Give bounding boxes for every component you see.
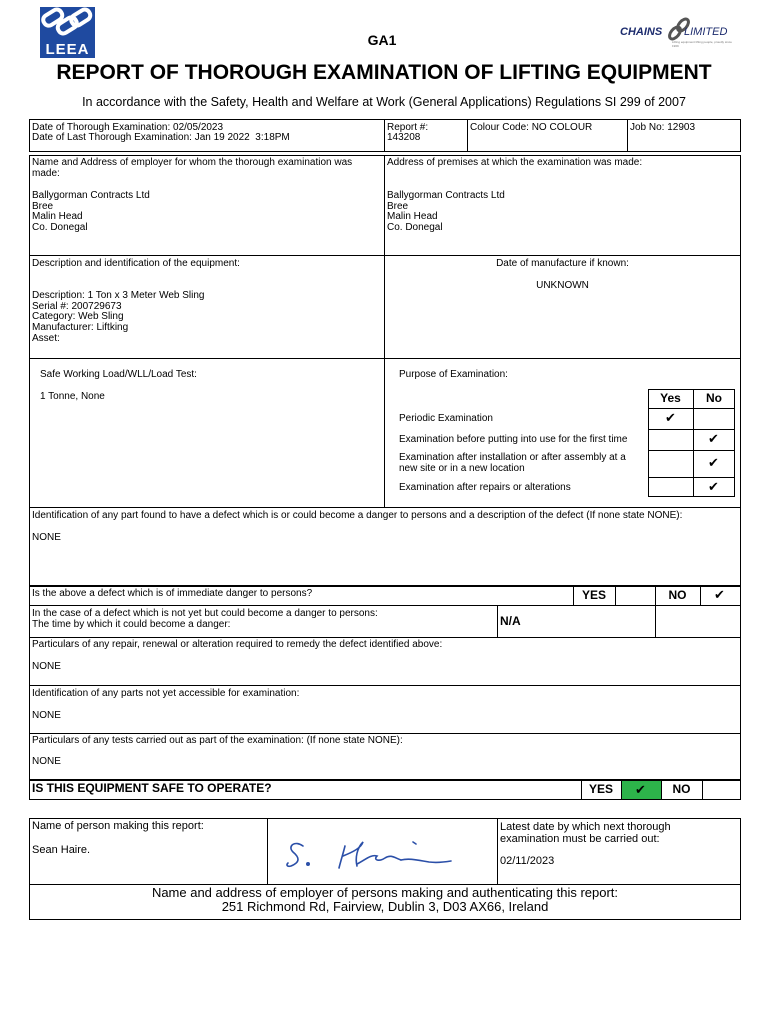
employer-address-line: Co. Donegal: [32, 222, 88, 234]
safe-yes-check: ✔: [635, 782, 646, 797]
inaccessible-value: NONE: [32, 710, 61, 721]
purpose-row-installation: Examination after installation or after assembly at a new site or in a new location: [399, 452, 626, 474]
chains-limited-logo: [618, 14, 734, 54]
chains-logo-word: CHAINS: [620, 26, 663, 38]
premises-address-line: Co. Donegal: [387, 222, 443, 234]
signature-scribble: [283, 830, 463, 876]
report-author-label: Name of person making this report:: [32, 820, 204, 832]
future-defect-label: In the case of a defect which is not yet but could become a danger to persons:: [32, 608, 378, 619]
next-exam-label: Latest date by which next thorough examination must be carried out:: [500, 821, 671, 845]
leea-logo-text: LEEA: [45, 41, 90, 58]
swl-label: Safe Working Load/WLL/Load Test:: [40, 369, 197, 380]
defect-label: Identification of any part found to have a defect which is or could become a danger to persons and a description of the defect (If none state NONE):: [32, 510, 683, 521]
purpose-check-repairs-no: ✔: [708, 479, 719, 494]
future-defect-time-label: The time by which it could become a danger:: [32, 619, 231, 630]
manufacture-date-value: UNKNOWN: [536, 280, 589, 291]
purpose-check-periodic-yes: ✔: [665, 410, 676, 425]
equipment-description: Description: 1 Ton x 3 Meter Web Sling: [32, 290, 205, 301]
safe-to-operate-label: IS THIS EQUIPMENT SAFE TO OPERATE?: [32, 781, 272, 795]
employer-label: Name and Address of employer for whom the thorough examination was made:: [32, 157, 353, 179]
repair-value: NONE: [32, 661, 61, 672]
inaccessible-label: Identification of any parts not yet accessible for examination:: [32, 688, 300, 699]
safe-yes-label: YES: [588, 782, 613, 796]
equipment-label: Description and identification of the equipment:: [32, 258, 240, 269]
employer-address-line: Bree: [32, 200, 54, 212]
repair-label: Particulars of any repair, renewal or alteration required to remedy the defect identified above:: [32, 639, 443, 650]
report-author-name: Sean Haire.: [32, 844, 91, 856]
leea-logo: [40, 7, 95, 58]
next-exam-date: 02/11/2023: [500, 855, 555, 867]
examiner-employer-label: Name and address of employer of persons making and authenticating this report:: [151, 885, 619, 900]
report-number: 143208: [387, 132, 421, 143]
exam-date: Date of Thorough Examination: 02/05/2023: [32, 122, 224, 133]
premises-label: Address of premises at which the examination was made:: [387, 157, 643, 168]
employer-address-line: Malin Head: [32, 211, 83, 223]
purpose-check-installation-no: ✔: [708, 455, 719, 470]
employer-address: [32, 191, 150, 234]
swl-value: 1 Tonne, None: [40, 391, 105, 402]
equipment-details: [32, 291, 205, 345]
tests-label: Particulars of any tests carried out as part of the examination: (If none state NONE):: [32, 735, 403, 746]
job-number: Job No: 12903: [630, 122, 696, 133]
safe-no-label: NO: [672, 782, 691, 796]
future-defect-value: N/A: [500, 614, 521, 628]
report-number-label: Report #:: [387, 122, 429, 133]
report-title: REPORT OF THOROUGH EXAMINATION OF LIFTING EQUIPMENT: [56, 61, 712, 84]
purpose-row-periodic: Periodic Examination: [399, 413, 493, 424]
purpose-label: Purpose of Examination:: [399, 369, 508, 380]
signature: [283, 830, 463, 876]
premises-address-line: Malin Head: [387, 211, 438, 223]
immediate-no-check: ✔: [714, 587, 725, 602]
immediate-danger-label: Is the above a defect which is of immediate danger to persons?: [32, 588, 313, 599]
equipment-category: Category: Web Sling: [32, 311, 124, 323]
equipment-asset: Asset:: [32, 332, 60, 344]
colour-code: Colour Code: NO COLOUR: [470, 122, 593, 133]
purpose-grid: [648, 389, 735, 497]
premises-address: [387, 191, 505, 234]
purpose-yes-header: Yes: [660, 391, 681, 405]
regulations-subtitle: In accordance with the Safety, Health and Welfare at Work (General Applications) Regulations SI 299 of 2007: [82, 95, 686, 109]
tests-value: NONE: [32, 756, 61, 767]
immediate-no-label: NO: [668, 588, 687, 602]
chains-tagline: Lifting equipment lifting people, proudly since 1969: [672, 40, 732, 48]
manufacture-date-label: Date of manufacture if known:: [496, 258, 629, 269]
purpose-row-repairs: Examination after repairs or alterations: [399, 482, 571, 493]
immediate-yes-label: YES: [581, 588, 606, 602]
purpose-no-header: No: [706, 391, 722, 405]
premises-address-line: Bree: [387, 200, 409, 212]
defect-value: NONE: [32, 532, 61, 543]
form-code: GA1: [367, 32, 397, 48]
premises-address-line: Ballygorman Contracts Ltd: [387, 190, 505, 201]
limited-logo-word: LIMITED: [684, 26, 728, 38]
equipment-serial: Serial #: 200729673: [32, 300, 122, 312]
purpose-check-first-use-no: ✔: [708, 431, 719, 446]
last-exam-date: Date of Last Thorough Examination: Jan 19 2022 3:18PM: [32, 132, 290, 143]
purpose-row-first-use: Examination before putting into use for the first time: [399, 434, 628, 445]
equipment-manufacturer: Manufacturer: Liftking: [32, 322, 129, 334]
employer-address-line: Ballygorman Contracts Ltd: [32, 190, 150, 201]
examiner-employer-address: 251 Richmond Rd, Fairview, Dublin 3, D03 AX66, Ireland: [221, 899, 549, 914]
